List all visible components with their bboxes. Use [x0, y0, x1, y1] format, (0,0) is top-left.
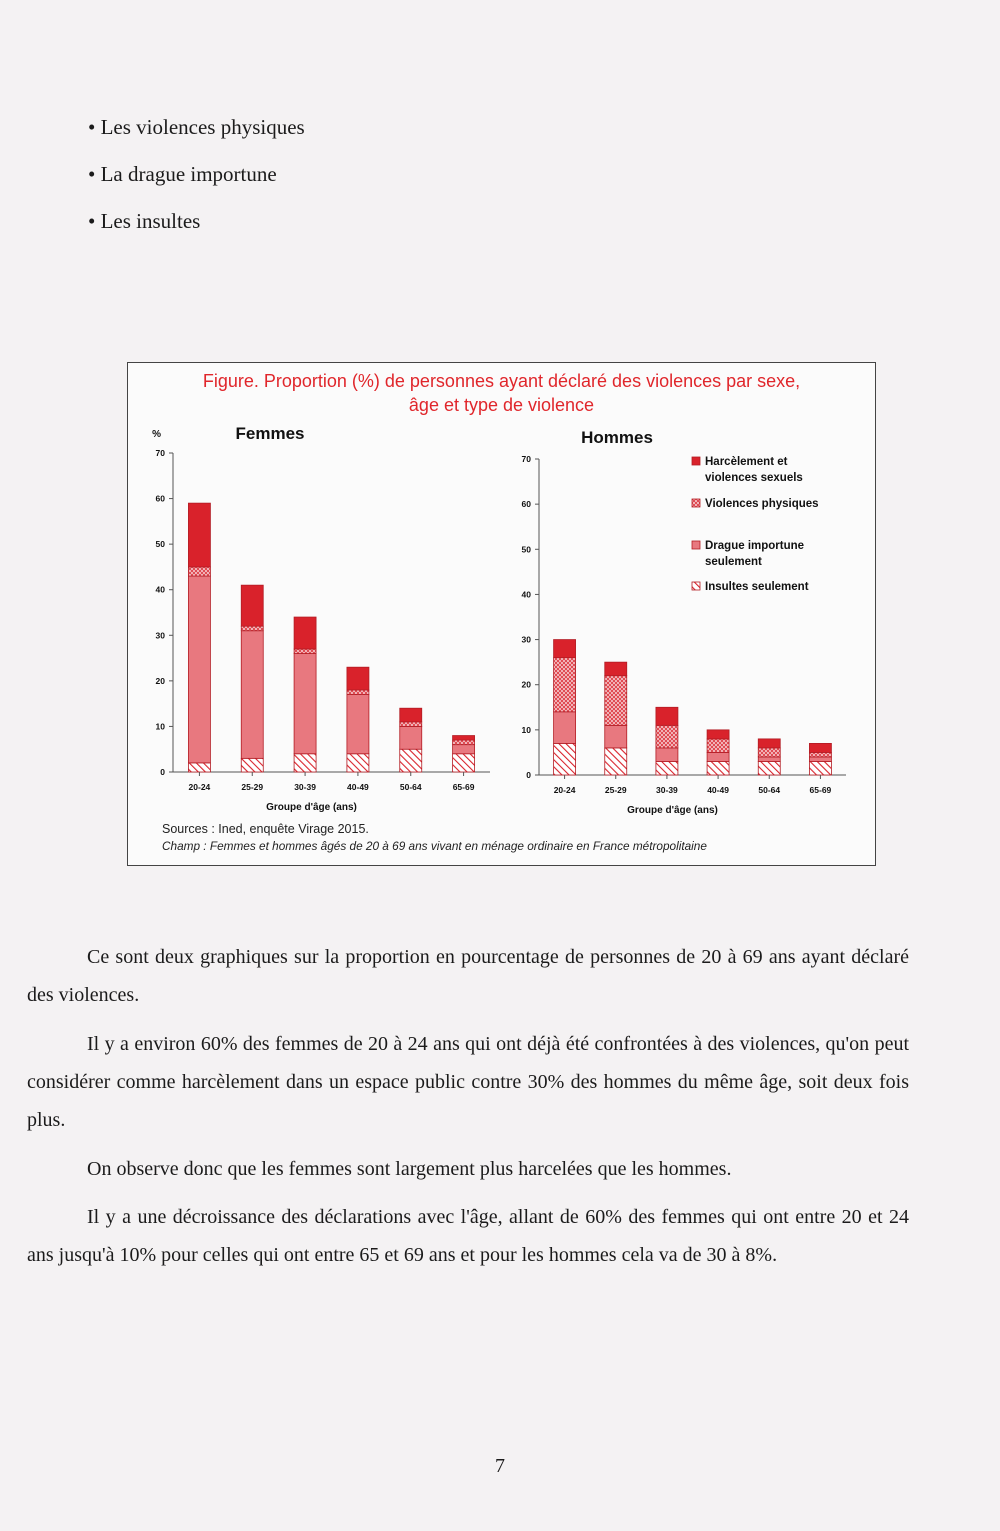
- bar-segment: [294, 754, 316, 772]
- paragraph: [27, 1198, 909, 1274]
- bar-segment: [605, 662, 627, 676]
- legend-label: Insultes seulement: [705, 581, 809, 593]
- bar-segment: [294, 617, 316, 649]
- x-tick-label: 20-24: [553, 785, 576, 795]
- legend-swatch: [692, 499, 700, 507]
- bar-segment: [605, 676, 627, 726]
- x-tick-label: 65-69: [452, 782, 475, 792]
- legend-label: violences sexuels: [705, 472, 803, 484]
- bar-segment: [809, 761, 831, 775]
- bar-segment: [656, 761, 678, 775]
- bar-segment: [241, 626, 263, 631]
- bullet-item: • Les insultes: [88, 209, 201, 233]
- bullet-item: • La drague importune: [88, 162, 277, 186]
- x-tick-label: 25-29: [241, 782, 264, 792]
- chart-legend: [692, 456, 819, 593]
- bar-segment: [241, 631, 263, 759]
- paragraph-text: Il y a environ 60% des femmes de 20 à 24 ans qui ont déjà été confrontées à des violences, qu'on peut considérer comme harcèlement dans un espace public contre 30% des hommes du même âge, soit deux fois plus.: [27, 1033, 909, 1131]
- bar-segment: [400, 708, 422, 722]
- x-tick-label: 50-64: [758, 785, 781, 795]
- legend-swatch: [692, 582, 700, 590]
- bar-segment: [605, 748, 627, 775]
- x-tick-label: 25-29: [604, 785, 627, 795]
- y-tick-label: 20: [155, 675, 165, 686]
- bar-segment: [758, 757, 780, 762]
- y-tick-label: 70: [521, 454, 531, 464]
- y-tick-label: 60: [521, 499, 531, 510]
- bar-segment: [453, 736, 475, 741]
- legend-label: seulement: [705, 556, 762, 568]
- bar-segment: [707, 761, 729, 775]
- bar-segment: [188, 763, 210, 772]
- figure-source: [162, 821, 707, 855]
- champ-line: Champ : Femmes et hommes âgés de 20 à 69 ans vivant en ménage ordinaire en France métropolitaine: [162, 839, 707, 853]
- bar-segment: [554, 640, 576, 658]
- bar-segment: [809, 743, 831, 752]
- paragraph-text: Ce sont deux graphiques sur la proportion en pourcentage de personnes de 20 à 69 ans ayant déclaré des violences.: [27, 946, 909, 1006]
- paragraph-text: On observe donc que les femmes sont largement plus harcelées que les hommes.: [87, 1158, 732, 1180]
- paragraph-text: Il y a une décroissance des déclarations avec l'âge, allant de 60% des femmes qui ont entre 20 et 24 ans jusqu'à 10% pour celles qui ont entre 65 et 69 ans et pour les hommes cela va de 30 à 8%.: [27, 1206, 909, 1266]
- figure-title-line2: âge et type de violence: [408, 395, 595, 415]
- bar-segment: [453, 745, 475, 754]
- bar-segment: [400, 722, 422, 727]
- bar-segment: [758, 761, 780, 775]
- legend-label: Drague importune: [705, 540, 805, 552]
- y-tick-label: 0: [160, 767, 165, 777]
- figure: [127, 362, 876, 866]
- bar-segment: [554, 712, 576, 744]
- legend-swatch: [692, 541, 700, 549]
- bar-segment: [453, 740, 475, 745]
- y-tick-label: 30: [155, 630, 165, 641]
- bar-segment: [656, 725, 678, 748]
- bar-segment: [605, 725, 627, 748]
- x-tick-label: 40-49: [707, 785, 729, 795]
- x-tick-label: 50-64: [399, 782, 422, 792]
- x-tick-label: 30-39: [656, 785, 678, 795]
- y-tick-label: 60: [155, 493, 165, 504]
- chart-title: Femmes: [235, 424, 305, 443]
- y-axis-label: %: [152, 429, 161, 440]
- bar-segment: [241, 585, 263, 626]
- bar-segment: [758, 739, 780, 748]
- y-tick-label: 50: [521, 544, 531, 555]
- bar-segment: [294, 649, 316, 654]
- x-axis-label: Groupe d'âge (ans): [266, 802, 357, 813]
- source-line: Sources : Ined, enquête Virage 2015.: [162, 822, 369, 836]
- bullet-item: • Les violences physiques: [88, 115, 305, 139]
- bar-segment: [188, 576, 210, 763]
- bar-segment: [707, 730, 729, 739]
- y-tick-label: 10: [521, 724, 531, 735]
- y-tick-label: 20: [521, 679, 531, 690]
- paragraph: [27, 938, 909, 1014]
- y-tick-label: 50: [155, 539, 165, 550]
- y-tick-label: 40: [155, 584, 165, 595]
- y-tick-label: 40: [521, 589, 531, 600]
- bar-segment: [453, 754, 475, 772]
- bar-segment: [347, 690, 369, 695]
- bar-segment: [400, 726, 422, 749]
- bar-segment: [707, 752, 729, 761]
- x-tick-label: 30-39: [294, 782, 316, 792]
- x-tick-label: 65-69: [809, 785, 832, 795]
- legend-label: Violences physiques: [705, 498, 819, 510]
- bar-segment: [656, 748, 678, 762]
- bar-segment: [554, 743, 576, 775]
- bar-segment: [554, 658, 576, 712]
- legend-label: Harcèlement et: [705, 456, 788, 468]
- bar-segment: [809, 757, 831, 762]
- x-tick-label: 40-49: [347, 782, 369, 792]
- bar-segment: [656, 707, 678, 725]
- y-tick-label: 10: [155, 721, 165, 732]
- bar-segment: [188, 503, 210, 567]
- bar-segment: [347, 695, 369, 754]
- paragraph: [27, 1150, 909, 1188]
- y-tick-label: 70: [155, 448, 165, 458]
- figure-title-line1: Figure. Proportion (%) de personnes ayant déclaré des violences par sexe,: [202, 371, 801, 391]
- chart-hommes: [522, 428, 846, 816]
- bar-segment: [809, 752, 831, 757]
- page-number: 7: [495, 1455, 505, 1477]
- y-tick-label: 30: [521, 634, 531, 645]
- x-axis-label: Groupe d'âge (ans): [627, 805, 718, 816]
- paragraph: [27, 1025, 909, 1139]
- bar-segment: [294, 654, 316, 754]
- chart-title: Hommes: [581, 428, 653, 447]
- bar-segment: [707, 739, 729, 753]
- bar-segment: [241, 758, 263, 772]
- x-tick-label: 20-24: [188, 782, 211, 792]
- bullet-list: [88, 104, 305, 245]
- legend-swatch: [692, 457, 700, 465]
- y-tick-label: 0: [526, 770, 531, 780]
- charts-svg: [128, 363, 875, 865]
- bar-segment: [188, 567, 210, 576]
- chart-femmes: [152, 424, 490, 813]
- bar-segment: [758, 748, 780, 757]
- bar-segment: [347, 667, 369, 690]
- bar-segment: [400, 749, 422, 772]
- bar-segment: [347, 754, 369, 772]
